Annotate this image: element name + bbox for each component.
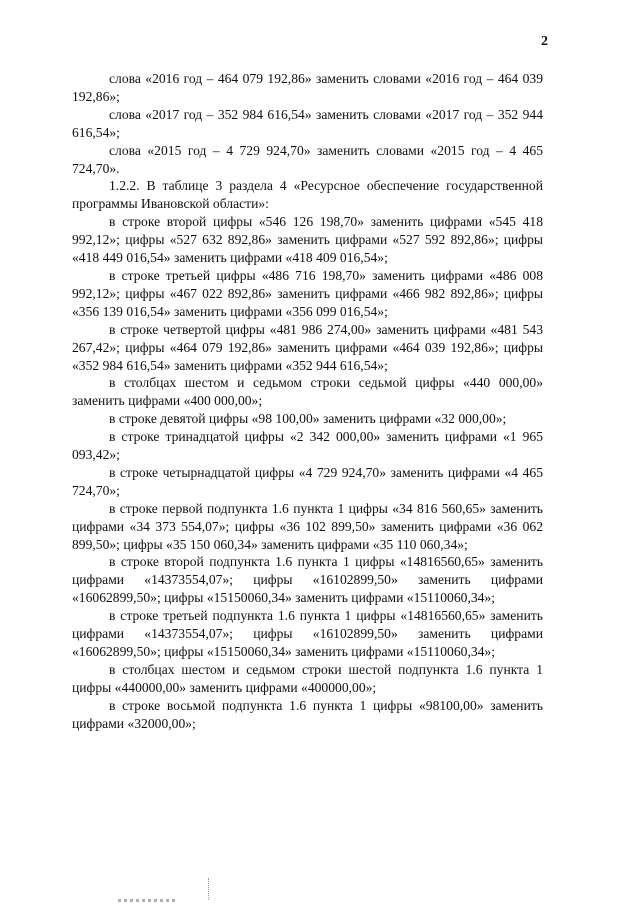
paragraph: в строке четвертой цифры «481 986 274,00» заменить цифрами «481 543 267,42»; цифры «464 079 192,86» заменить цифрами «464 039 192,86»; цифры «352 984 616,54» заменить цифрами «352 944 616,54»; (72, 321, 543, 373)
paragraph: в столбцах шестом и седьмом строки шестой подпункта 1.6 пункта 1 цифры «440000,00» заменить цифрами «400000,00»; (72, 661, 543, 695)
paragraph: слова «2016 год – 464 079 192,86» заменить словами «2016 год – 464 039 192,86»; (72, 71, 543, 104)
document-body (72, 70, 543, 733)
paragraph: в строке второй цифры «546 126 198,70» заменить цифрами «545 418 992,12»; цифры «527 632 892,86» заменить цифрами «527 592 892,86»; цифры «418 449 016,54» заменить цифрами «418 409 016,54»; (72, 214, 543, 266)
paragraph: слова «2015 год – 4 729 924,70» заменить словами «2015 год – 4 465 724,70». (72, 142, 543, 176)
scan-artifact-smudge (118, 899, 178, 902)
paragraph: в строке первой подпункта 1.6 пункта 1 цифры «34 816 560,65» заменить цифрами «34 373 554,07»; цифры «36 102 899,50» заменить цифрами «36 062 899,50»; цифры «35 150 060,34» заменить цифрами «35 110 060,34»; (72, 500, 543, 552)
page-number: 2 (541, 34, 548, 49)
paragraph: в строке восьмой подпункта 1.6 пункта 1 цифры «98100,00» заменить цифрами «32000,00»; (72, 697, 543, 731)
paragraph: в строке второй подпункта 1.6 пункта 1 цифры «14816560,65» заменить цифрами «14373554,07»; цифры «16102899,50» заменить цифрами «16062899,50»; цифры «15150060,34» заменить цифрами «15110060,34»; (72, 554, 543, 606)
scan-artifact-line (208, 878, 210, 900)
paragraph: в строке четырнадцатой цифры «4 729 924,70» заменить цифрами «4 465 724,70»; (72, 464, 543, 498)
paragraph: в строке тринадцатой цифры «2 342 000,00» заменить цифрами «1 965 093,42»; (72, 429, 543, 463)
paragraph: в строке третьей подпункта 1.6 пункта 1 цифры «14816560,65» заменить цифрами «14373554,07»; цифры «16102899,50» заменить цифрами «16062899,50»; цифры «15150060,34» заменить цифрами «15110060,34»; (72, 608, 543, 659)
paragraph: слова «2017 год – 352 984 616,54» заменить словами «2017 год – 352 944 616,54»; (72, 106, 543, 140)
paragraph: в столбцах шестом и седьмом строки седьмой цифры «440 000,00» заменить цифрами «400 000,00»; (72, 375, 543, 409)
section-heading-paragraph: 1.2.2. В таблице 3 раздела 4 «Ресурсное обеспечение государственной программы Ивановской области»: (72, 178, 543, 212)
paragraph: в строке девятой цифры «98 100,00» заменить цифрами «32 000,00»; (109, 411, 507, 427)
paragraph: в строке третьей цифры «486 716 198,70» заменить цифрами «486 008 992,12»; цифры «467 022 892,86» заменить цифрами «466 982 892,86»; цифры «356 139 016,54» заменить цифрами «356 099 016,54»; (72, 267, 543, 319)
